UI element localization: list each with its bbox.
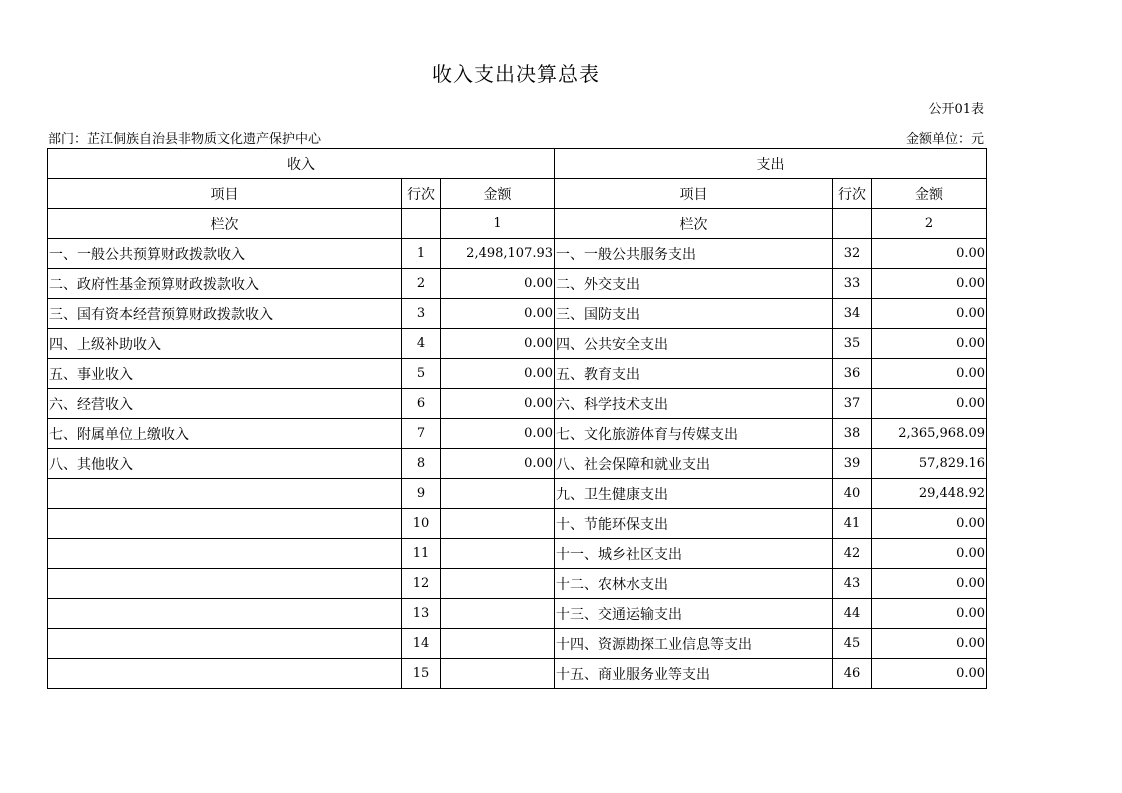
income-amount-cell: [441, 539, 555, 569]
expense-item-cell: 十五、商业服务业等支出: [555, 659, 833, 689]
expense-amount-cell: 0.00: [872, 329, 987, 359]
income-item-cell: [48, 539, 402, 569]
expense-amount-cell: 29,448.92: [872, 479, 987, 509]
expense-item-cell: 五、教育支出: [555, 359, 833, 389]
expense-row-no-cell: 32: [833, 239, 872, 269]
income-item-cell: 六、经营收入: [48, 389, 402, 419]
expense-amount-cell: 0.00: [872, 629, 987, 659]
expense-item-cell: 十、节能环保支出: [555, 509, 833, 539]
expense-row-no-cell: 37: [833, 389, 872, 419]
income-expense-table: [47, 148, 987, 689]
income-item-cell: [48, 569, 402, 599]
expense-row-no-cell: 41: [833, 509, 872, 539]
income-amount-cell: [441, 659, 555, 689]
expense-item-cell: 一、一般公共服务支出: [555, 239, 833, 269]
income-item-cell: [48, 659, 402, 689]
page-title: 收入支出决算总表: [432, 62, 600, 86]
expense-column-index: 2: [872, 209, 987, 239]
table-row: [48, 539, 987, 569]
table-row: [48, 329, 987, 359]
income-amount-cell: 0.00: [441, 299, 555, 329]
income-item-cell: 四、上级补助收入: [48, 329, 402, 359]
income-row-no-cell: 3: [402, 299, 441, 329]
expense-amount-cell: 0.00: [872, 659, 987, 689]
income-row-no-cell: 4: [402, 329, 441, 359]
income-row-no-cell: 2: [402, 269, 441, 299]
expense-amount-cell: 57,829.16: [872, 449, 987, 479]
table-row: [48, 509, 987, 539]
expense-row-no-cell: 44: [833, 599, 872, 629]
expense-row-no-cell: 34: [833, 299, 872, 329]
income-row-no-cell: 14: [402, 629, 441, 659]
income-row-no-header: 行次: [402, 179, 441, 209]
expense-row-no-cell: 46: [833, 659, 872, 689]
department-label: 部门：芷江侗族自治县非物质文化遗产保护中心: [48, 132, 322, 147]
expense-item-cell: 二、外交支出: [555, 269, 833, 299]
expense-item-cell: 十三、交通运输支出: [555, 599, 833, 629]
income-amount-cell: [441, 629, 555, 659]
expense-item-header: 项目: [555, 179, 833, 209]
expense-row-no-cell: 40: [833, 479, 872, 509]
header-row-column-index: [48, 209, 987, 239]
income-amount-cell: [441, 599, 555, 629]
expense-amount-cell: 0.00: [872, 269, 987, 299]
income-row-no-cell: 11: [402, 539, 441, 569]
expense-row-no-cell: 42: [833, 539, 872, 569]
income-amount-cell: 0.00: [441, 449, 555, 479]
expense-column-label: 栏次: [555, 209, 833, 239]
expense-amount-cell: 0.00: [872, 509, 987, 539]
table-row: [48, 569, 987, 599]
income-item-cell: [48, 479, 402, 509]
expense-item-cell: 十一、城乡社区支出: [555, 539, 833, 569]
expense-item-cell: 九、卫生健康支出: [555, 479, 833, 509]
income-amount-cell: [441, 569, 555, 599]
table-row: [48, 389, 987, 419]
expense-row-no-cell: 33: [833, 269, 872, 299]
table-row: [48, 239, 987, 269]
expense-item-cell: 三、国防支出: [555, 299, 833, 329]
expense-item-cell: 七、文化旅游体育与传媒支出: [555, 419, 833, 449]
expense-amount-cell: 0.00: [872, 239, 987, 269]
income-row-no-cell: 8: [402, 449, 441, 479]
header-row-sections: [48, 149, 987, 179]
income-amount-cell: [441, 509, 555, 539]
income-row-no-cell: 6: [402, 389, 441, 419]
income-row-no-cell: 1: [402, 239, 441, 269]
income-item-cell: 五、事业收入: [48, 359, 402, 389]
income-column-index: 1: [441, 209, 555, 239]
header-row-columns: [48, 179, 987, 209]
income-row-no-cell: 5: [402, 359, 441, 389]
income-amount-cell: 0.00: [441, 389, 555, 419]
income-item-cell: 七、附属单位上缴收入: [48, 419, 402, 449]
income-row-no-cell: 12: [402, 569, 441, 599]
expense-row-no-cell: 35: [833, 329, 872, 359]
table-row: [48, 359, 987, 389]
income-item-header: 项目: [48, 179, 402, 209]
income-row-no-cell: 7: [402, 419, 441, 449]
expense-amount-cell: 0.00: [872, 299, 987, 329]
table-row: [48, 449, 987, 479]
table-row: [48, 479, 987, 509]
income-amount-header: 金额: [441, 179, 555, 209]
table-row: [48, 299, 987, 329]
table-row: [48, 659, 987, 689]
income-item-cell: [48, 509, 402, 539]
expense-amount-cell: 2,365,968.09: [872, 419, 987, 449]
income-amount-cell: 0.00: [441, 359, 555, 389]
income-item-cell: 八、其他收入: [48, 449, 402, 479]
income-amount-cell: 0.00: [441, 269, 555, 299]
expense-item-cell: 六、科学技术支出: [555, 389, 833, 419]
expense-section-header: 支出: [555, 149, 987, 179]
income-amount-cell: 0.00: [441, 329, 555, 359]
expense-amount-cell: 0.00: [872, 599, 987, 629]
expense-amount-cell: 0.00: [872, 389, 987, 419]
income-item-cell: 二、政府性基金预算财政拨款收入: [48, 269, 402, 299]
income-row-no-cell: 15: [402, 659, 441, 689]
table-row: [48, 269, 987, 299]
expense-row-no-cell: 43: [833, 569, 872, 599]
income-item-cell: [48, 599, 402, 629]
expense-row-no-cell: 45: [833, 629, 872, 659]
income-row-no-cell: 9: [402, 479, 441, 509]
income-item-cell: 三、国有资本经营预算财政拨款收入: [48, 299, 402, 329]
expense-row-no-cell: 39: [833, 449, 872, 479]
income-item-cell: 一、一般公共预算财政拨款收入: [48, 239, 402, 269]
income-amount-cell: 0.00: [441, 419, 555, 449]
table-row: [48, 599, 987, 629]
income-row-no-cell: 13: [402, 599, 441, 629]
expense-item-cell: 四、公共安全支出: [555, 329, 833, 359]
expense-item-cell: 十二、农林水支出: [555, 569, 833, 599]
expense-item-cell: 十四、资源勘探工业信息等支出: [555, 629, 833, 659]
table-row: [48, 419, 987, 449]
income-row-no-cell: 10: [402, 509, 441, 539]
amount-unit-label: 金额单位：元: [905, 132, 984, 147]
expense-row-no-header: 行次: [833, 179, 872, 209]
expense-column-blank: [833, 209, 872, 239]
expense-row-no-cell: 38: [833, 419, 872, 449]
table-row: [48, 629, 987, 659]
income-section-header: 收入: [48, 149, 555, 179]
income-item-cell: [48, 629, 402, 659]
income-amount-cell: [441, 479, 555, 509]
income-amount-cell: 2,498,107.93: [441, 239, 555, 269]
form-number: 公开01表: [928, 102, 984, 117]
expense-amount-cell: 0.00: [872, 569, 987, 599]
expense-row-no-cell: 36: [833, 359, 872, 389]
income-column-blank: [402, 209, 441, 239]
expense-amount-cell: 0.00: [872, 539, 987, 569]
expense-item-cell: 八、社会保障和就业支出: [555, 449, 833, 479]
expense-amount-cell: 0.00: [872, 359, 987, 389]
income-column-label: 栏次: [48, 209, 402, 239]
expense-amount-header: 金额: [872, 179, 987, 209]
